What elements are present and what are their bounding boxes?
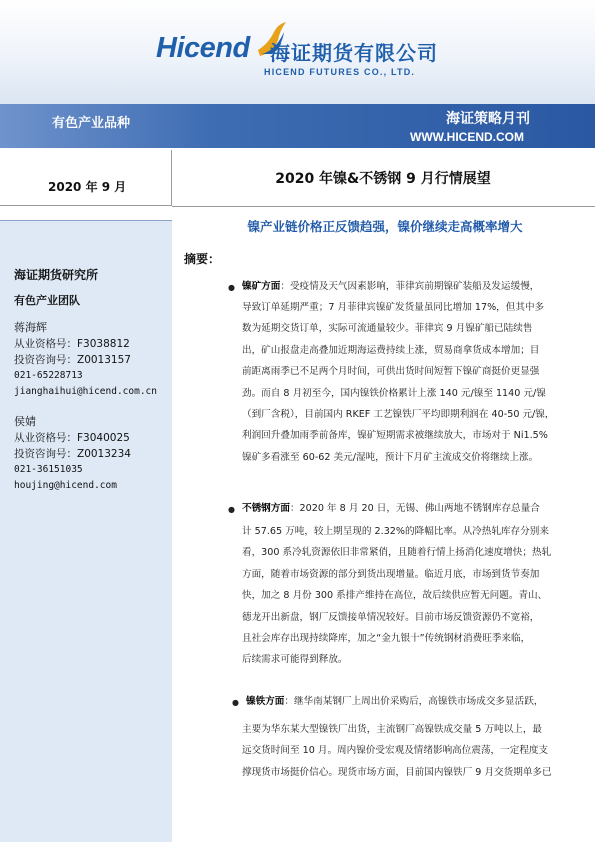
section-line: 快，加之 8 月份 300 系排产维持在高位，故后续供应暂无问题。青山、 xyxy=(242,590,548,602)
section-line: 利润回升叠加雨季前备库，镍矿短期需求被继续放大，市场对于 Ni1.5% xyxy=(242,430,548,442)
analyst-consulting-number: 投资咨询号：Z0013157 xyxy=(14,354,131,366)
section-lead: 镍矿方面 xyxy=(242,281,281,292)
publication-name: 海证策略月刊 xyxy=(446,111,530,127)
website-link[interactable]: WWW.HICEND.COM xyxy=(410,130,524,144)
section-nickel-ore xyxy=(242,276,578,297)
section-line: ：2020 年 8 月 20 日，无锡、佛山两地不锈钢库存总量合 xyxy=(289,503,540,514)
section-line: ：继华南某钢厂上周出价采购后，高镍铁市场成交多显活跃， xyxy=(284,696,544,707)
logo-english-name: HICEND FUTURES CO., LTD. xyxy=(264,67,416,77)
analyst-qualification: 从业资格号：F3040025 xyxy=(14,432,130,444)
analyst-email[interactable]: houjing@hicend.com xyxy=(14,480,117,491)
analyst-card xyxy=(14,320,157,400)
bullet-icon: ● xyxy=(228,505,235,514)
section-line: （到厂含税），目前国内 RKEF 工艺镍铁厂平均即期利润在 40-50 元/镍， xyxy=(242,409,555,421)
analyst-consulting-number: 投资咨询号：Z0013234 xyxy=(14,448,131,460)
report-headline: 镍产业链价格正反馈趋强，镍价继续走高概率增大 xyxy=(247,219,523,234)
analyst-name: 蒋海辉 xyxy=(14,321,47,334)
research-institute: 海证期货研究所 xyxy=(14,268,99,282)
section-line: 且社会库存出现持续降库，加之“金九银十”传统钢材消费旺季来临， xyxy=(242,633,531,645)
company-logo xyxy=(156,20,446,80)
analyst-phone: 021-65228713 xyxy=(14,370,83,381)
section-line: 看，300 系冷轧资源依旧非常紧俏，且随着行情上扬消化速度增快；热轧 xyxy=(242,547,552,559)
section-line: 撑现货市场挺价信心。现货市场方面，目前国内镍铁厂 9 月交货期单多已 xyxy=(242,766,552,778)
section-line: 出，矿山报盘走高叠加近期海运费持续上涨，贸易商拿货成本增加；目 xyxy=(242,344,540,356)
section-line: 镍矿多看涨至 60-62 美元/湿吨，预计下月矿主流成交价将继续上涨。 xyxy=(242,451,539,463)
section-line: 导致订单延期严重；7 月菲律宾镍矿发货量虽同比增加 17%，但其中多 xyxy=(242,302,545,313)
title-divider xyxy=(172,206,595,207)
section-line: 方面，随着市场资源的部分到货出现增量。临近月底，市场到货节奏加 xyxy=(242,568,540,580)
bullet-icon: ● xyxy=(228,283,235,292)
report-date: 2020 年 9 月 xyxy=(48,180,127,194)
summary-label: 摘要： xyxy=(184,252,221,266)
analyst-name: 侯婧 xyxy=(14,415,36,428)
section-lead: 不锈钢方面 xyxy=(242,503,290,514)
research-team: 有色产业团队 xyxy=(14,294,80,307)
analyst-qualification: 从业资格号：F3038812 xyxy=(14,338,130,350)
section-line: 前距离雨季已不足两个月时间，可供出货时间短暂下镍矿商挺价更显强 xyxy=(242,366,540,378)
report-title: 2020 年镍&不锈钢 9 月行情展望 xyxy=(275,171,491,187)
section-lead: 镍铁方面 xyxy=(246,696,285,707)
section-nickel-iron xyxy=(246,691,582,712)
report-category: 有色产业品种 xyxy=(52,116,131,131)
analyst-phone: 021-36151035 xyxy=(14,464,83,475)
section-nickel-iron-body xyxy=(242,719,578,783)
analyst-email[interactable]: jianghaihui@hicend.com.cn xyxy=(14,386,157,397)
section-stainless-steel-body xyxy=(242,521,578,671)
section-line: 远交货时间至 10 月。周内镍价受宏观及情绪影响高位震荡，一定程度支 xyxy=(242,745,549,757)
bullet-icon: ● xyxy=(232,698,239,707)
section-line: 劲。而自 8 月初至今，国内镍铁价格累计上涨 140 元/镍至 1140 元/镍 xyxy=(242,387,546,399)
section-stainless-steel xyxy=(242,498,578,519)
logo-chinese-name: 海证期货有限公司 xyxy=(270,41,438,65)
section-line: ：受疫情及天气因素影响，菲律宾前期镍矿装船及发运缓慢， xyxy=(280,281,540,292)
sidebar-panel xyxy=(0,220,172,842)
section-line: 德龙开出新盘，钢厂反馈接单情况较好。目前市场反馈资源仍不宽裕， xyxy=(242,611,540,623)
section-line: 数为延期交货订单，实际可流通量较少。菲律宾 9 月镍矿船已陆续售 xyxy=(242,323,533,335)
logo-wordmark: Hicend xyxy=(156,32,250,64)
analyst-card xyxy=(14,414,131,494)
sidebar-divider xyxy=(0,220,172,221)
section-line: 主要为华东某大型镍铁厂出货，主流钢厂高镍铁成交量 5 万吨以上，最 xyxy=(242,724,543,735)
section-line: 后续需求可能得到释放。 xyxy=(242,654,348,666)
section-nickel-ore-body xyxy=(242,297,578,468)
section-line: 计 57.65 万吨，较上期呈现的 2.32%的降幅比率。从冷热轧库存分别来 xyxy=(242,526,549,537)
